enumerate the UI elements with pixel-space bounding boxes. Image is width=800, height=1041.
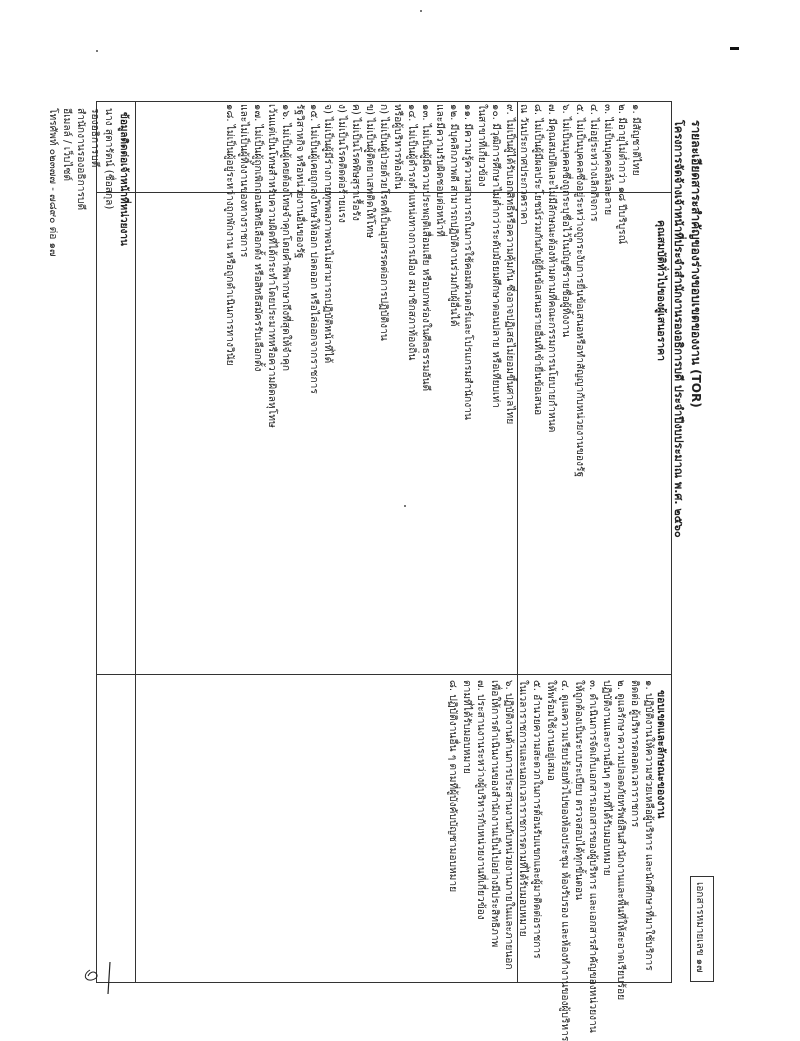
- page-reference: [691, 882, 707, 978]
- contact-item-line: อีเมลล์ / เว็บไซต์: [61, 108, 72, 182]
- contact-item-line: โทรศัพท์ ๐๒๓๗๗ - ๗๘๙๐ ต่อ ๑๗: [47, 108, 58, 257]
- qualification-item-line: เว้นแต่เป็นโทษสำหรับความผิดที่ได้กระทำโดยประมาทหรือความผิดลหุโทษ: [266, 104, 277, 428]
- scope-item-line: ๘. ปฏิบัติงานอื่น ๆ ตามที่ผู้บังคับบัญชามอบหมาย: [447, 680, 458, 893]
- qualification-item-line: ๑๖. ไม่เป็นผู้เคยต้องโทษจำคุกโดยคำพิพากษาถึงที่สุดให้จำคุก: [280, 104, 291, 372]
- qualification-item-line: ๑๕. ไม่เป็นผู้เคยถูกลงโทษให้ออก ปลดออก หรือไล่ออกจากราชการ: [308, 104, 319, 394]
- row-divider: [97, 674, 671, 675]
- scope-item-line: ๕. อำนวยความสะดวกในการต้อนรับแขกและผู้มาติดต่อราชการ: [531, 680, 542, 959]
- scope-item-line: ๑. ปฏิบัติงานให้ความช่วยเหลือผู้บริหาร และนักศึกษาที่มาใช้บริการ: [643, 680, 654, 971]
- qualification-item-line: และมีความรับผิดชอบต่อหน้าที่: [434, 104, 445, 237]
- qualification-item-line: ข) ไม่เป็นผู้ติดยาเสพติดให้โทษ: [364, 104, 375, 239]
- qualification-item-line: ๑๐. มีวุฒิการศึกษาไม่ต่ำกว่าระดับมัธยมศึกษาตอนปลาย หรือเทียบเท่า: [490, 104, 501, 408]
- qualification-list: [222, 104, 642, 572]
- qualification-item-line: รัฐวิสาหกิจ หรือหน่วยงานอื่นของรัฐ: [294, 104, 305, 259]
- qualification-item-line: หรือผู้บริหารท้องถิ่น: [392, 104, 403, 190]
- scope-item-line: ให้พร้อมใช้งานอยู่เสมอ: [545, 680, 556, 781]
- document-title-block: [669, 120, 705, 840]
- contact-item-line: สำนักงานรองอธิการบดี: [75, 108, 86, 211]
- header-scope: [654, 690, 668, 950]
- qualification-item-line: ๖. ไม่เป็นบุคคลซึ่งถูกระบุชื่อไว้ในบัญชีรายชื่อผู้ทิ้งงาน: [560, 104, 571, 338]
- page-reference-text: เอกสารหมายเลข ๑๗: [694, 882, 705, 973]
- header-contact-label: ข้อมูลติดต่อเจ้าหน้าที่หน่วยงาน: [118, 112, 129, 246]
- qualification-item-line: และไม่เป็นผู้ทิ้งงานของทางราชการ: [238, 104, 249, 258]
- qualification-item-line: ๒. มีอายุไม่ต่ำกว่า ๑๘ ปีบริบูรณ์: [616, 104, 627, 245]
- qualification-item-line: ง) ไม่เป็นโรคติดต่อร้ายแรง: [336, 104, 347, 223]
- scope-item-line: ๗. ประสานงานระหว่างผู้บริหารกับหน่วยงานที่เกี่ยวข้อง: [475, 680, 486, 920]
- scope-item-line: ตามที่ได้รับมอบหมาย: [461, 680, 472, 774]
- signature: [70, 958, 130, 998]
- qualification-item-line: จ) ไม่เป็นผู้มีร่างกายทุพพลภาพจนไม่สามารถปฏิบัติหน้าที่ได้: [322, 104, 333, 364]
- qualification-item-line: ๘. ไม่เป็นผู้มีผลประโยชน์ร่วมกันกับผู้ยื่นข้อเสนอรายอื่นที่เข้ายื่นข้อเสนอ: [532, 104, 543, 416]
- qualification-item-line: ๑. มีสัญชาติไทย: [630, 104, 641, 176]
- qualification-item-line: ๑๗. ไม่เป็นผู้ถูกเพิกถอนสิทธิเลือกตั้ง หรือสิทธิสมัครรับเลือกตั้ง: [252, 104, 263, 372]
- scope-item-line: ให้ถูกต้องเป็นระบบระเบียบ ตรวจสอบได้ทุกขั้นตอน: [573, 680, 584, 900]
- qualification-item-line: ๕. ไม่เป็นบุคคลซึ่งอยู่ระหว่างถูกระงับการยื่นข้อเสนอหรือทำสัญญากับหน่วยงานของรัฐ: [574, 104, 585, 478]
- scope-item-line: ในเวลาราชการและนอกเวลาราชการตามที่ได้รับมอบหมาย: [517, 680, 528, 937]
- qualification-item-line: ในสาขาที่เกี่ยวข้อง: [476, 104, 487, 187]
- header-scope-label: ขอบเขตและลักษณะของงาน: [655, 690, 667, 819]
- scope-item-line: เพื่อให้การดำเนินงานของสำนักงานเป็นไปอย่างมีประสิทธิภาพ: [489, 680, 500, 948]
- scope-item-line: ๖. ปฏิบัติงานด้านการประสานงานกับหน่วยงานภายในและภายนอก: [503, 680, 514, 970]
- qualification-item-line: ๗. มีคุณสมบัติและไม่มีลักษณะต้องห้ามตามที่คณะกรรมการนโยบายกำหนด: [546, 104, 557, 433]
- contact-item-line: นาง สุดารัตน์ (ชื่อสกุล): [103, 108, 114, 210]
- column-divider: [135, 102, 136, 982]
- qualification-item-line: ๑๘. ไม่เป็นผู้อยู่ระหว่างถูกพักงาน หรือถูกดำเนินการทางวินัย: [224, 104, 235, 366]
- scan-speck: [420, 10, 422, 12]
- document-subtitle: โครงการจัดจ้างเจ้าหน้าที่ประจำสำนักงานรองอธิการบดี ประจำปีงบประมาณ พ.ศ. ๒๕๖๐: [672, 120, 685, 538]
- header-qualifications-label: คุณสมบัติทั่วไปของผู้เสนอราคา: [655, 220, 667, 362]
- corner-mark: [730, 47, 739, 50]
- qualification-item-line: ก) ไม่เป็นผู้ป่วยด้วยโรคที่เป็นอุปสรรคต่อการปฏิบัติงาน: [378, 104, 389, 341]
- scope-item-line: ปฏิบัติงานและงานอื่นๆ ตามที่ได้รับมอบหมาย: [601, 680, 612, 876]
- qualification-item-line: ๑๓. ไม่เป็นผู้มีความประพฤติเสื่อมเสีย หรือบกพร่องในศีลธรรมอันดี: [420, 104, 431, 392]
- qualification-item-line: ๓. ไม่เป็นบุคคลล้มละลาย: [602, 104, 613, 216]
- qualification-item-line: ค) ไม่เป็นโรคพิษสุราเรื้อรัง: [350, 104, 361, 221]
- scope-item-line: ๔. ดูแลความเรียบร้อยทั่วไปของห้องประชุม ห้องรับรอง และห้องทำงานของผู้บริหาร: [559, 680, 570, 1041]
- qualification-item-line: ณ วันประกาศประกวดราคา: [518, 104, 529, 225]
- header-contact: [116, 112, 130, 272]
- scan-speck: [96, 50, 98, 52]
- qualification-item-line: ๙. ไม่เป็นผู้ได้รับเอกสิทธิ์หรือความคุ้มกัน ซึ่งอาจปฏิเสธไม่ยอมขึ้นศาลไทย: [504, 104, 515, 425]
- scope-item-line: ๒. ดูแลรักษาความปลอดภัยทรัพย์สินสำนักงานและพื้นที่ให้สะอาดเรียบร้อย: [615, 680, 626, 1001]
- document-title: รายละเอียดสาระสำคัญของร่างขอบเขตของงาน (TOR): [689, 120, 703, 408]
- scope-item-line: ๓. ดำเนินการจัดเก็บเอกสารเอกสารของผู้บริหาร และเอกสารสำคัญของหน่วยงาน: [587, 680, 598, 1033]
- qualification-item-line: ๑๑. มีความรู้ความสามารถในการใช้คอมพิวเตอร์และโปรแกรมสำนักงาน: [462, 104, 473, 420]
- scope-item-line: ติดต่อ ผู้บริหารตลอดเวลาราชการ: [629, 680, 640, 828]
- header-qualifications: [654, 220, 668, 480]
- qualification-item-line: ๔. ไม่อยู่ระหว่างเลิกกิจการ: [588, 104, 599, 222]
- contact-list: [45, 108, 115, 268]
- scope-list: [445, 680, 655, 1041]
- qualification-item-line: ๑๒. มีบุคลิกภาพดี สามารถปฏิบัติงานร่วมกับผู้อื่นได้: [448, 104, 459, 327]
- qualification-item-line: ๑๔. ไม่เป็นผู้ดำรงตำแหน่งทางการเมือง สมาชิกสภาท้องถิ่น: [406, 104, 417, 361]
- contact-item-line: รองอธิการบดี: [89, 108, 100, 168]
